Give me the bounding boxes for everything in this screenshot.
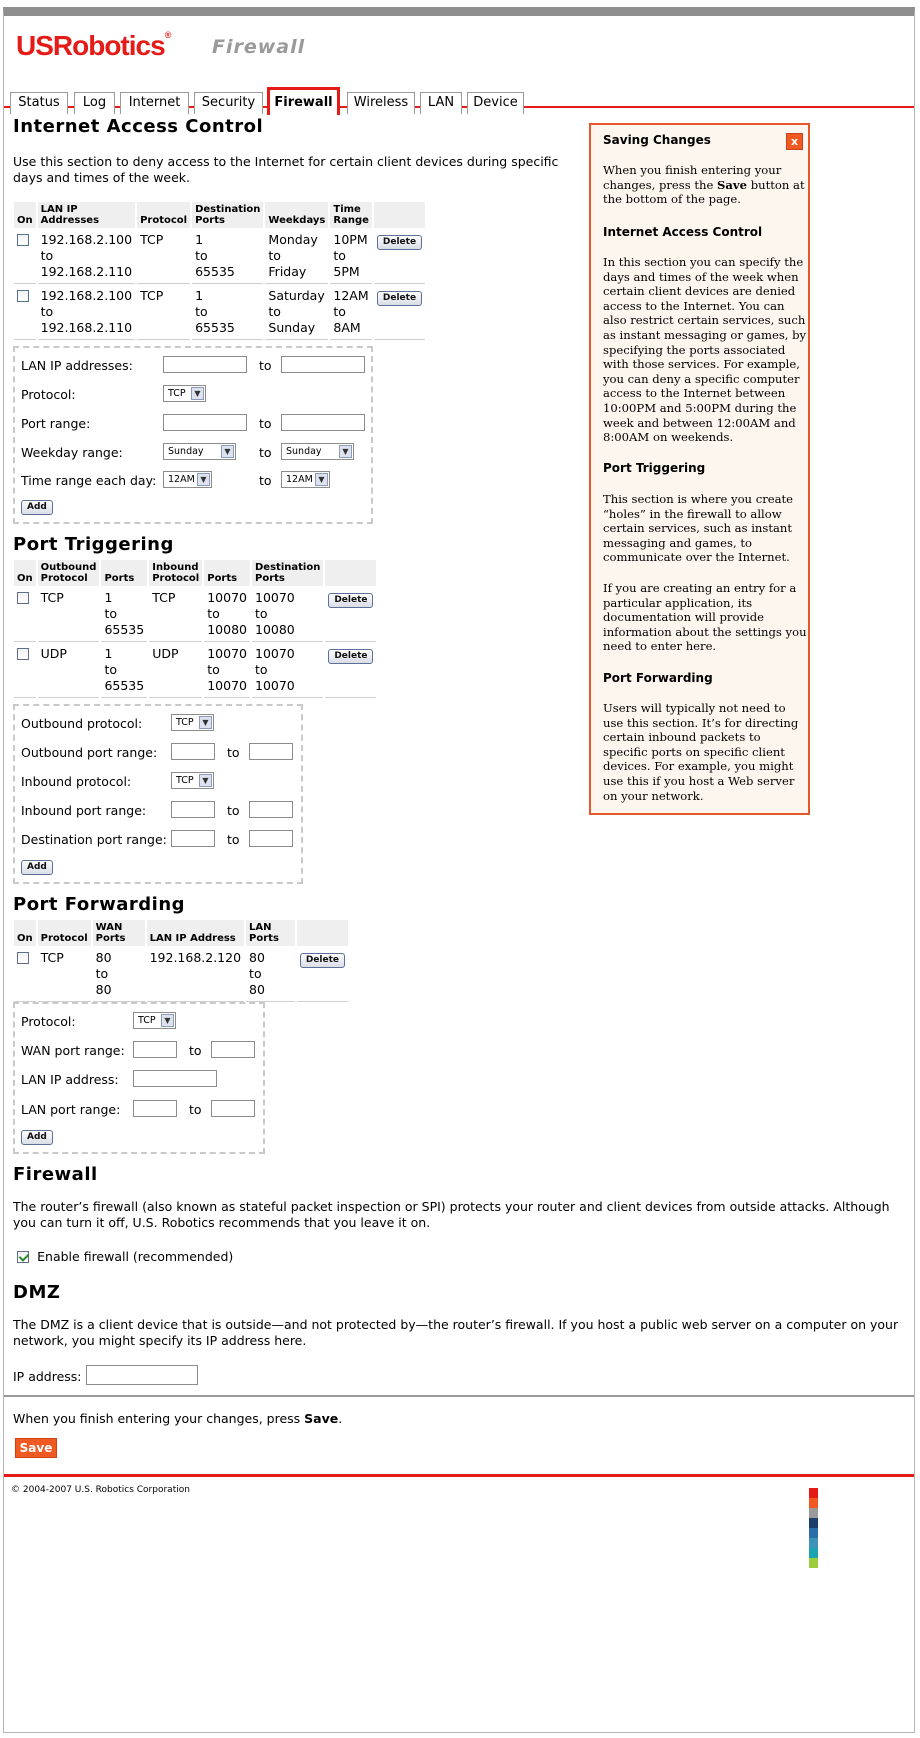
col-destination-ports: Destination Ports <box>192 202 263 228</box>
row-checkbox[interactable] <box>17 592 29 604</box>
help-panel <box>589 123 810 815</box>
port-triggering-add-form: Outbound protocol: TCP ▼ Outbound port range: to Inbound protocol: TCP ▼ Inbound port range: to Destination port range: to Add <box>13 704 303 884</box>
lan-port-from-input[interactable] <box>133 1100 177 1117</box>
row-checkbox[interactable] <box>17 290 29 302</box>
help-text-iac: In this section you can specify the days and times of the week when certain client devices are denied access to the Internet. You can also restrict certain services, such as instant messaging or games, by specifying the ports associated with those services. For example, you can deny a specific computer access to the Internet between 10:00PM and 5:00PM during the week and between 12:00AM and 8:00AM on weekends. <box>603 255 807 445</box>
port-triggering-heading: Port Triggering <box>13 534 174 555</box>
col-on: On <box>14 202 36 228</box>
iac-intro: Use this section to deny access to the Internet for certain client devices during specific days and times of the week. <box>13 154 559 185</box>
time-range-label: Time range each day: <box>21 473 157 488</box>
port-forwarding-add-form: Protocol: TCP ▼ WAN port range: to LAN IP address: LAN port range: to Add <box>13 1002 265 1154</box>
help-title-port-triggering: Port Triggering <box>603 461 706 475</box>
col-ports: Ports <box>101 560 147 586</box>
col-time-range: Time Range <box>330 202 372 228</box>
copyright: © 2004-2007 U.S. Robotics Corporation <box>11 1485 190 1495</box>
chevron-down-icon: ▼ <box>199 774 212 787</box>
port-triggering-table <box>12 560 378 698</box>
help-text-port-triggering: This section is where you create “holes” in the firewall to allow certain services, such as instant messaging and games, to communicate over the Internet. <box>603 492 794 565</box>
chevron-down-icon: ▼ <box>199 716 212 729</box>
lan-ip-label: LAN IP addresses: <box>21 358 133 373</box>
port-from-input[interactable] <box>163 414 247 431</box>
dmz-description: The DMZ is a client device that is outside—and not protected by—the router’s firewall. If you host a public web server on a computer on your network, you might specify its IP address here. <box>13 1317 899 1348</box>
dmz-ip-label: IP address: <box>13 1369 82 1384</box>
lan-port-to-input[interactable] <box>211 1100 255 1117</box>
col-destination-ports: Destination Ports <box>252 560 323 586</box>
footer-divider <box>4 1474 914 1477</box>
weekday-to-select[interactable]: Sunday ▼ <box>281 443 354 460</box>
delete-button[interactable]: Delete <box>377 235 422 250</box>
color-stripes <box>809 1488 818 1568</box>
enable-firewall-checkbox[interactable] <box>17 1251 29 1263</box>
divider <box>4 1395 914 1397</box>
dmz-ip-input[interactable] <box>86 1365 198 1385</box>
port-range-label: Port range: <box>21 416 91 431</box>
chevron-down-icon: ▼ <box>197 473 210 486</box>
delete-button[interactable]: Delete <box>300 953 345 968</box>
col-protocol: Protocol <box>38 920 91 946</box>
tab-firewall[interactable]: Firewall <box>267 87 340 115</box>
chevron-down-icon: ▼ <box>339 445 352 458</box>
save-button[interactable]: Save <box>15 1438 57 1458</box>
iac-add-form: LAN IP addresses: to Protocol: TCP ▼ Port range: to Weekday range: Sunday ▼ to Sunday ▼ Time range each day: 12AM ▼ to 12AM ▼ Add <box>13 346 373 524</box>
enable-firewall-row <box>17 1249 233 1265</box>
table-row: 192.168.2.100 to 192.168.2.110 TCP 1 to 65535 Saturday to Sunday 12AM to 8AM Delete <box>14 284 425 340</box>
chevron-down-icon: ▼ <box>161 1014 174 1027</box>
port-to-input[interactable] <box>281 414 365 431</box>
col-inbound-ports: Ports <box>204 560 250 586</box>
outbound-protocol-select[interactable]: TCP ▼ <box>171 714 214 731</box>
row-checkbox[interactable] <box>17 952 29 964</box>
tab-status[interactable]: Status <box>10 92 68 114</box>
dmz-heading: DMZ <box>13 1282 61 1303</box>
time-from-select[interactable]: 12AM ▼ <box>163 471 212 488</box>
help-title-iac: Internet Access Control <box>603 225 763 239</box>
port-forwarding-heading: Port Forwarding <box>13 894 186 915</box>
help-text-saving: When you finish entering your changes, press the Save button at the bottom of the page. <box>603 163 805 207</box>
firewall-heading: Firewall <box>13 1164 98 1185</box>
tab-lan[interactable]: LAN <box>420 92 462 114</box>
delete-button[interactable]: Delete <box>377 291 422 306</box>
tab-device[interactable]: Device <box>467 92 524 114</box>
iac-rules-table <box>12 202 427 340</box>
add-access-rule-button[interactable]: Add <box>21 500 53 515</box>
help-text-port-forwarding: Users will typically not need to use this section. It’s for directing certain inbound packets to specific ports on specific client devices. For example, you might use this if you host a Web server on your network. <box>603 701 799 803</box>
page-title: Firewall <box>212 36 306 58</box>
protocol-label: Protocol: <box>21 387 76 402</box>
close-icon[interactable]: x <box>786 133 803 150</box>
row-checkbox[interactable] <box>17 234 29 246</box>
col-protocol: Protocol <box>137 202 190 228</box>
table-row: UDP 1 to 65535 UDP 10070 to 10070 10070 to 10070 Delete <box>14 642 376 698</box>
outbound-port-to-input[interactable] <box>249 743 293 760</box>
inbound-port-to-input[interactable] <box>249 801 293 818</box>
delete-button[interactable]: Delete <box>328 649 373 664</box>
pf-protocol-select[interactable]: TCP ▼ <box>133 1012 176 1029</box>
add-trigger-button[interactable]: Add <box>21 860 53 875</box>
inbound-protocol-select[interactable]: TCP ▼ <box>171 772 214 789</box>
save-instruction: When you finish entering your changes, press Save. <box>13 1411 343 1426</box>
tab-log[interactable]: Log <box>74 92 115 114</box>
col-outbound-protocol: Outbound Protocol <box>38 560 100 586</box>
tab-internet[interactable]: Internet <box>120 92 189 114</box>
iac-heading: Internet Access Control <box>13 116 264 137</box>
tab-wireless[interactable]: Wireless <box>347 92 415 114</box>
chevron-down-icon: ▼ <box>221 445 234 458</box>
col-lan-ip: LAN IP Addresses <box>38 202 135 228</box>
protocol-select[interactable]: TCP ▼ <box>163 385 206 402</box>
row-checkbox[interactable] <box>17 648 29 660</box>
enable-firewall-label: Enable firewall (recommended) <box>37 1249 234 1264</box>
pf-lan-ip-input[interactable] <box>133 1070 217 1087</box>
weekday-range-label: Weekday range: <box>21 445 123 460</box>
col-on: On <box>14 920 36 946</box>
chevron-down-icon: ▼ <box>315 473 328 486</box>
col-lan-ip-address: LAN IP Address <box>147 920 244 946</box>
col-on: On <box>14 560 36 586</box>
port-forwarding-table <box>12 920 350 1002</box>
destination-port-from-input[interactable] <box>171 830 215 847</box>
firewall-description: The router’s firewall (also known as stateful packet inspection or SPI) protects your router and client devices from outside attacks. Although you can turn it off, U.S. Robotics recommends that you leave it on. <box>13 1199 890 1230</box>
weekday-from-select[interactable]: Sunday ▼ <box>163 443 236 460</box>
tab-security[interactable]: Security <box>194 92 263 114</box>
col-inbound-protocol: Inbound Protocol <box>149 560 202 586</box>
col-lan-ports: LAN Ports <box>246 920 295 946</box>
time-to-select[interactable]: 12AM ▼ <box>281 471 330 488</box>
delete-button[interactable]: Delete <box>328 593 373 608</box>
inbound-port-from-input[interactable] <box>171 801 215 818</box>
col-weekdays: Weekdays <box>265 202 328 228</box>
outbound-port-from-input[interactable] <box>171 743 215 760</box>
router-page <box>3 7 915 1733</box>
wan-port-to-input[interactable] <box>211 1041 255 1058</box>
table-row: TCP 80 to 80 192.168.2.120 80 to 80 Delete <box>14 946 348 1002</box>
add-forwarding-button[interactable]: Add <box>21 1130 53 1145</box>
chevron-down-icon: ▼ <box>191 387 204 400</box>
wan-port-from-input[interactable] <box>133 1041 177 1058</box>
help-title-port-forwarding: Port Forwarding <box>603 671 713 685</box>
col-wan-ports: WAN Ports <box>93 920 145 946</box>
table-row: 192.168.2.100 to 192.168.2.110 TCP 1 to 65535 Monday to Friday 10PM to 5PM Delete <box>14 228 425 284</box>
lan-ip-from-input[interactable] <box>163 356 247 373</box>
table-row: TCP 1 to 65535 TCP 10070 to 10080 10070 to 10080 Delete <box>14 586 376 642</box>
help-text-port-triggering-2: If you are creating an entry for a particular application, its documentation will provide information about the settings you need to enter here. <box>603 581 807 654</box>
tab-bar <box>4 82 914 108</box>
lan-ip-to-input[interactable] <box>281 356 365 373</box>
usrobotics-logo: USRobotics® <box>16 30 171 61</box>
help-title-saving: Saving Changes <box>603 133 711 147</box>
destination-port-to-input[interactable] <box>249 830 293 847</box>
